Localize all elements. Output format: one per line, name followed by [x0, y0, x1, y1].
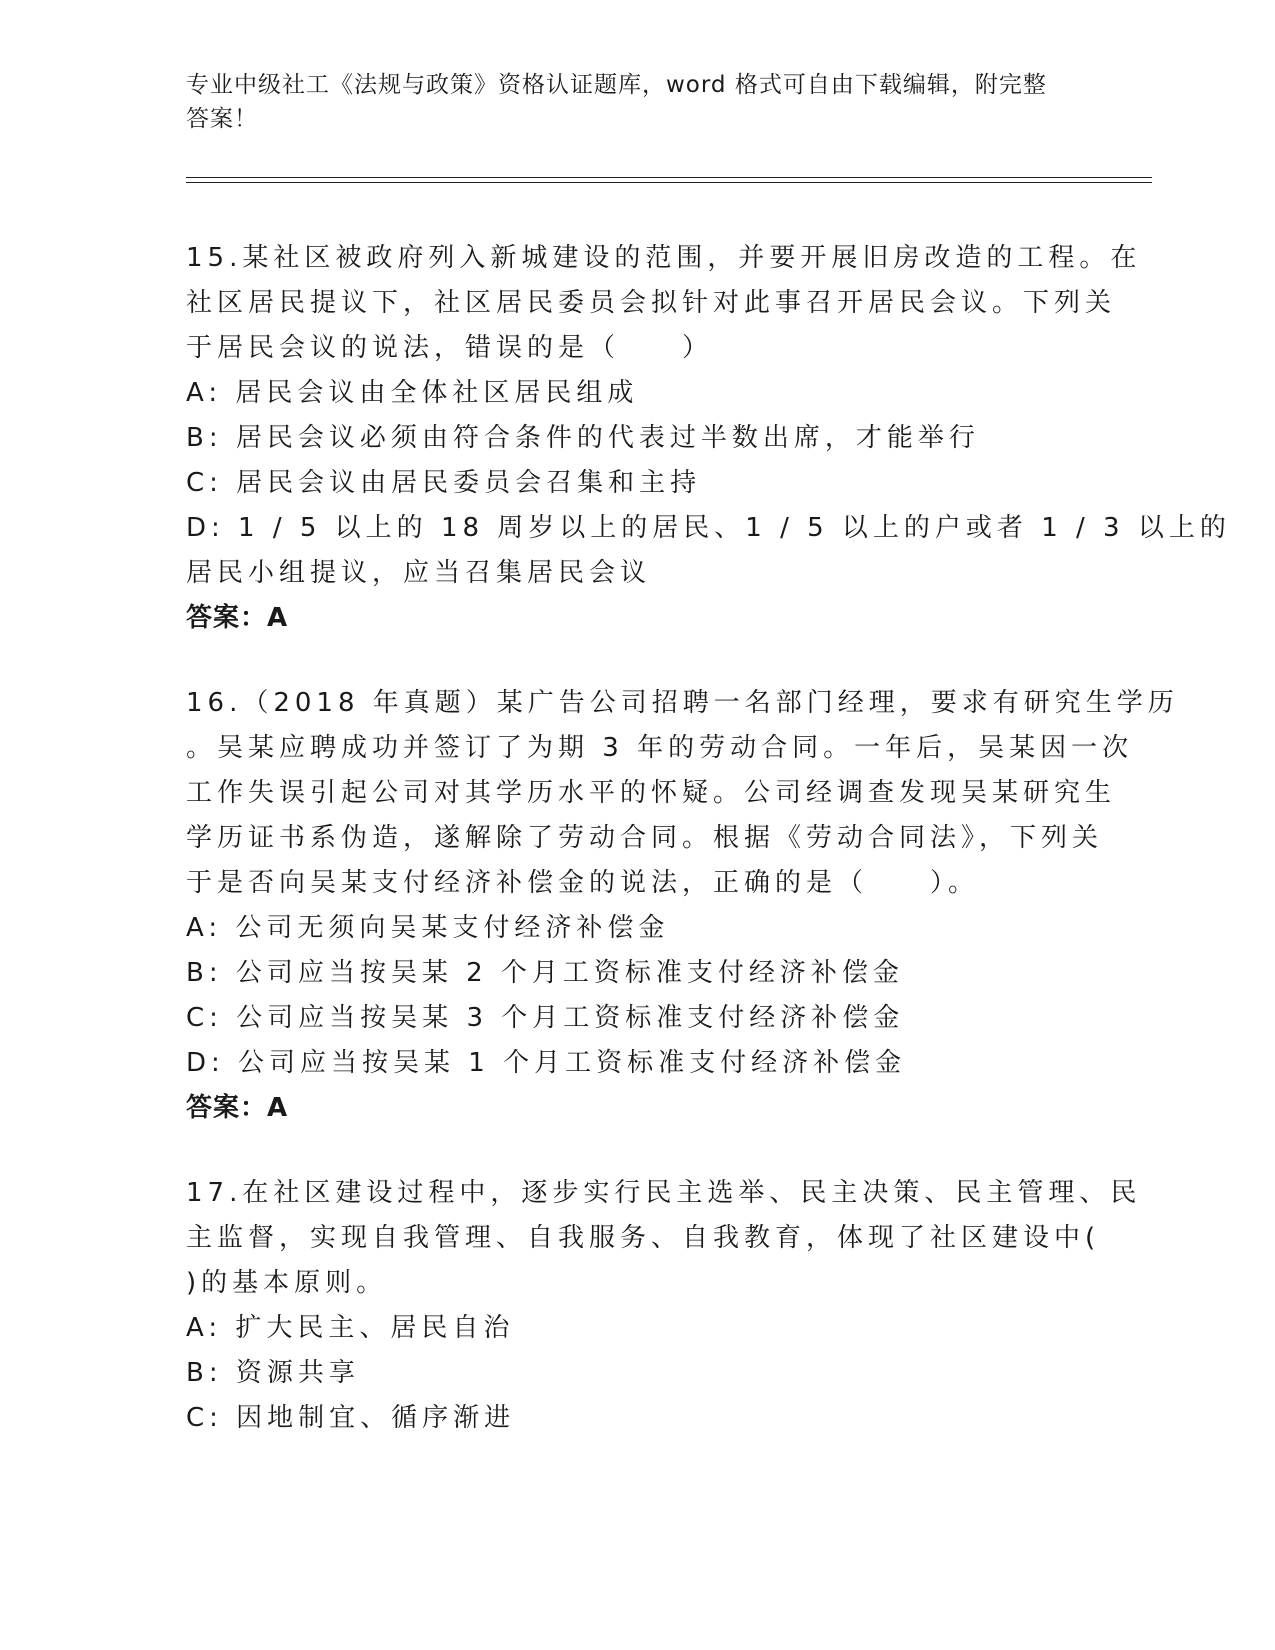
question-stem-line: 16.（2018 年真题）某广告公司招聘一名部门经理，要求有研究生学历	[186, 688, 1179, 718]
option-c: C: 因地制宜、循序渐进	[186, 1403, 516, 1433]
question-15	[186, 236, 1231, 641]
question-stem-line: 学历证书系伪造，遂解除了劳动合同。根据《劳动合同法》，下列关	[186, 823, 1104, 853]
document-header	[186, 68, 1066, 136]
answer-label: 答案：A	[186, 603, 289, 633]
question-stem-line: 社区居民提议下，社区居民委员会拟针对此事召开居民会议。下列关	[186, 288, 1117, 318]
option-b: B: 公司应当按吴某 2 个月工资标准支付经济补偿金	[186, 958, 904, 988]
option-b: B: 资源共享	[186, 1358, 360, 1388]
question-17	[186, 1171, 1142, 1441]
question-stem-line: 主监督，实现自我管理、自我服务、自我教育，体现了社区建设中(	[186, 1223, 1101, 1253]
question-stem-line: 17.在社区建设过程中，逐步实行民主选举、民主决策、民主管理、民	[186, 1178, 1142, 1208]
option-c: C: 居民会议由居民委员会召集和主持	[186, 468, 702, 498]
header-divider-bottom	[186, 182, 1152, 183]
answer-label: 答案：A	[186, 1093, 289, 1123]
option-a: A: 公司无须向吴某支付经济补偿金	[186, 913, 670, 943]
question-stem-line: 于居民会议的说法，错误的是（ ）	[186, 333, 714, 363]
header-divider-top	[186, 177, 1152, 178]
option-a: A: 扩大民主、居民自治	[186, 1313, 515, 1343]
question-list	[186, 236, 1231, 1481]
question-stem-line: )的基本原则。	[186, 1268, 388, 1298]
option-d: D: 公司应当按吴某 1 个月工资标准支付经济补偿金	[186, 1048, 907, 1078]
question-stem-line: 工作失误引起公司对其学历水平的怀疑。公司经调查发现吴某研究生	[186, 778, 1117, 808]
header-line-2: 答案！	[186, 106, 258, 132]
question-stem-line: 。吴某应聘成功并签订了为期 3 年的劳动合同。一年后，吴某因一次	[186, 733, 1134, 763]
option-a: A: 居民会议由全体社区居民组成	[186, 378, 639, 408]
option-b: B: 居民会议必须由符合条件的代表过半数出席，才能举行	[186, 423, 980, 453]
question-16	[186, 681, 1179, 1131]
option-d-continued: 居民小组提议，应当召集居民会议	[186, 558, 652, 588]
option-d: D: 1 / 5 以上的 18 周岁以上的居民、1 / 5 以上的户或者 1 / 3 以上的	[186, 513, 1231, 543]
header-line-1: 专业中级社工《法规与政策》资格认证题库，word 格式可自由下载编辑，附完整	[186, 72, 1047, 98]
question-stem-line: 于是否向吴某支付经济补偿金的说法，正确的是（ ）。	[186, 868, 980, 898]
question-stem-line: 15.某社区被政府列入新城建设的范围，并要开展旧房改造的工程。在	[186, 243, 1142, 273]
option-c: C: 公司应当按吴某 3 个月工资标准支付经济补偿金	[186, 1003, 905, 1033]
